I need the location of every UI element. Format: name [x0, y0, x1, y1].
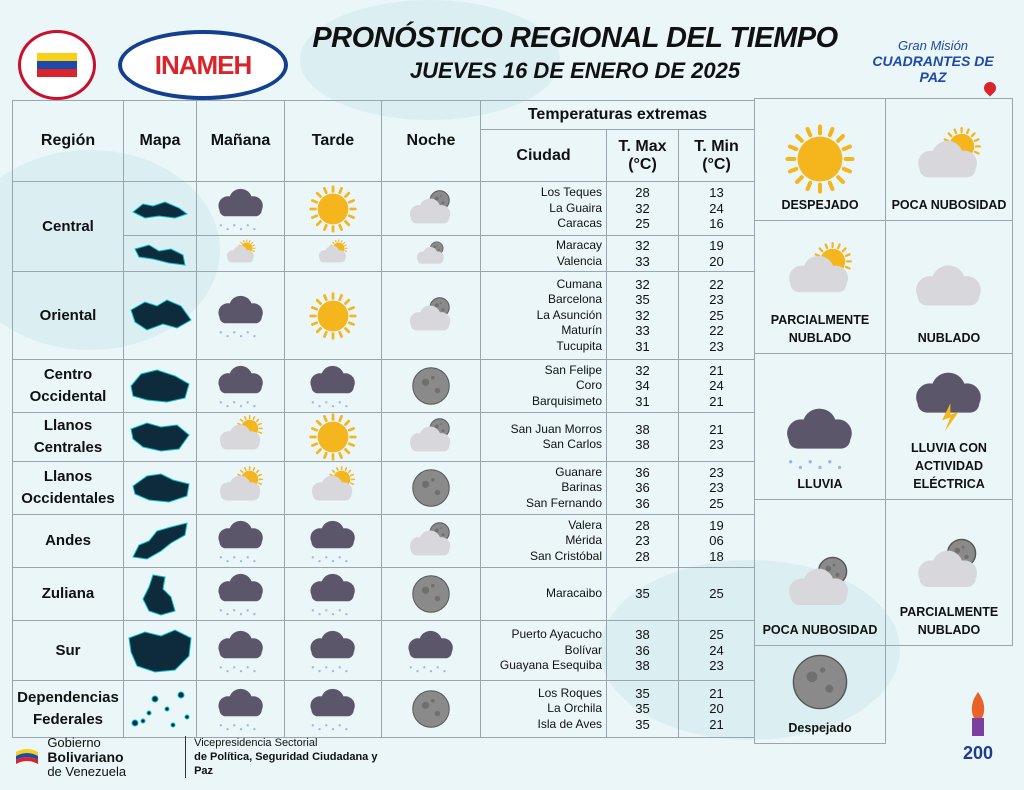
list-value: 19 [709, 238, 724, 253]
sun-cloud-icon [899, 124, 999, 194]
table-row [13, 360, 755, 413]
table-row [13, 236, 755, 272]
weather-icon-cell [382, 413, 481, 462]
list-value: 33 [635, 253, 650, 269]
legend-icon [756, 647, 884, 717]
legend-item [886, 354, 1013, 500]
region-map-icon [127, 419, 193, 455]
sun-icon [770, 124, 870, 194]
weather-icon-cell [382, 681, 481, 738]
weather-icon-cell [285, 515, 382, 568]
legend-icon [756, 403, 884, 473]
weather-icon-cell [197, 568, 285, 621]
region-map-icon [125, 626, 195, 676]
legend-item [755, 500, 886, 646]
legend-icon [887, 531, 1011, 601]
header-extremes: Temperaturas extremas [481, 101, 755, 130]
list-value: Guanare [555, 464, 602, 479]
map-zuliana [124, 568, 197, 621]
map-sur [124, 621, 197, 681]
rain-cloud-icon [770, 403, 870, 473]
region-map-icon [135, 571, 185, 617]
header-city: Ciudad [481, 130, 607, 182]
region-map-icon [127, 470, 193, 506]
gobierno-line1a: Gobierno [47, 734, 101, 750]
list-value: 35 [635, 685, 650, 701]
header-tmin-unit: (°C) [702, 155, 731, 173]
list-value: La Guaira [549, 200, 602, 215]
list-value: 25 [709, 307, 724, 323]
table-row [13, 413, 755, 462]
list-value: 06 [709, 533, 724, 549]
forecast-table [12, 100, 755, 738]
cloudy-icon [206, 685, 276, 733]
legend-icon [887, 367, 1011, 437]
legend-item [755, 221, 886, 354]
sun-cloud-icon [298, 464, 368, 512]
tmax-list [607, 681, 679, 738]
list-value: 25 [709, 627, 724, 643]
gobierno-line2: de Venezuela [47, 763, 127, 779]
cloudy-icon [396, 627, 466, 675]
city-list [481, 272, 607, 360]
weather-icon-cell [382, 568, 481, 621]
list-value: San Carlos [542, 437, 602, 451]
city-list [481, 568, 607, 621]
weather-icon-cell [382, 272, 481, 360]
list-value: 36 [635, 464, 650, 480]
cloudy-icon [206, 570, 276, 618]
list-value: Barquisimeto [531, 393, 602, 408]
list-value: 36 [635, 642, 650, 658]
list-value: Los Roques [537, 685, 602, 700]
weather-icon-cell [382, 462, 481, 515]
map-central-a [124, 182, 197, 236]
tmin-list [679, 568, 755, 621]
weather-icon-cell [285, 272, 382, 360]
list-value: 25 [709, 586, 724, 602]
city-list [481, 621, 607, 681]
map-central-b [124, 236, 197, 272]
list-value: 38 [635, 421, 650, 437]
list-value: 21 [709, 421, 724, 437]
list-value: Maracaibo [545, 586, 602, 601]
weather-icon-cell [285, 236, 382, 272]
list-value: Los Teques [540, 185, 602, 200]
sun-icon [298, 185, 368, 233]
legend-label: LLUVIA [797, 477, 843, 491]
table-row [13, 568, 755, 621]
list-value: 21 [709, 716, 724, 732]
list-value: 21 [709, 685, 724, 701]
cloud-icon [899, 257, 999, 327]
weather-icon-cell [285, 681, 382, 738]
tmax-list [607, 568, 679, 621]
list-value: Bolívar [564, 642, 602, 657]
list-value: 32 [635, 200, 650, 216]
map-llanos-centrales [124, 413, 197, 462]
gobierno-line1b: Bolivariano [47, 748, 124, 765]
sun-icon [298, 292, 368, 340]
weather-icon-cell [197, 413, 285, 462]
header-morning: Mañana [197, 101, 285, 182]
list-value: 35 [635, 292, 650, 308]
map-dependencias [124, 681, 197, 738]
city-list [481, 360, 607, 413]
list-value: 22 [709, 323, 724, 339]
list-value: 32 [635, 362, 650, 378]
city-list [481, 515, 607, 568]
inameh-logo-text: INAMEH [154, 49, 252, 80]
cloudy-icon [206, 627, 276, 675]
legend-icon [887, 257, 1011, 327]
city-list [481, 182, 607, 236]
list-value: 24 [709, 642, 724, 658]
list-value: Valera [568, 517, 602, 532]
gran-mision-line1: Gran Misión [897, 38, 969, 53]
sun-cloud-icon [770, 239, 870, 309]
bicentenario-logo [950, 688, 1006, 776]
list-value: 36 [635, 480, 650, 496]
legend-label: POCA NUBOSIDAD [891, 198, 1007, 212]
legend-item [886, 500, 1013, 646]
list-value: Coro [575, 378, 602, 393]
tmin-list [679, 360, 755, 413]
tmax-list [607, 515, 679, 568]
cloudy-icon [206, 362, 276, 410]
page-title: PRONÓSTICO REGIONAL DEL TIEMPO [312, 22, 838, 54]
vp-line1: Vicepresidencia Sectorial [194, 737, 318, 749]
header-tmax-unit: (°C) [628, 155, 657, 173]
cloudy-icon [298, 362, 368, 410]
moon-icon [396, 464, 466, 512]
legend-icon [887, 124, 1011, 194]
map-centro-occidental [124, 360, 197, 413]
cloudy-icon [206, 185, 276, 233]
gran-mision-line2: CUADRANTES DE PAZ [872, 53, 994, 85]
legend-label: PARCIALMENTE NUBLADO [770, 313, 870, 345]
header-afternoon: Tarde [285, 101, 382, 182]
header-region: Región [13, 101, 124, 182]
weather-icon-cell [285, 568, 382, 621]
list-value: 23 [709, 437, 724, 452]
tmin-list [679, 182, 755, 236]
moon-cloud-icon [403, 238, 459, 270]
tmax-list [607, 182, 679, 236]
list-value: Barinas [561, 480, 602, 495]
torch-icon [958, 688, 998, 738]
list-value: 32 [635, 238, 650, 253]
list-value: Cumana [556, 276, 602, 291]
region-centro-occidental: Centro Occidental [13, 360, 124, 413]
header-tmin-label: T. Min [694, 137, 739, 155]
tmax-list [607, 413, 679, 462]
legend-label: Despejado [788, 721, 852, 735]
moon-cloud-icon [899, 531, 999, 601]
list-value: San Juan Morros [510, 421, 602, 436]
list-value: 23 [635, 533, 650, 549]
list-value: 23 [709, 338, 724, 354]
tmax-list [607, 272, 679, 360]
list-value: 35 [635, 716, 650, 732]
legend-label: PARCIALMENTE NUBLADO [899, 605, 999, 637]
list-value: 25 [709, 495, 724, 511]
list-value: Tucupita [556, 338, 602, 353]
table-row [13, 182, 755, 236]
list-value: 31 [635, 338, 650, 354]
region-oriental: Oriental [13, 272, 124, 360]
cloudy-icon [298, 517, 368, 565]
venezuela-flag-icon [37, 53, 77, 77]
weather-icon-cell [197, 681, 285, 738]
list-value: San Felipe [544, 362, 602, 377]
list-value: San Cristóbal [529, 548, 602, 563]
legend-icon [756, 549, 884, 619]
weather-icon-cell [197, 182, 285, 236]
tmin-list [679, 413, 755, 462]
moon-cloud-icon [396, 292, 466, 340]
table-row [13, 272, 755, 360]
sun-cloud-icon [206, 464, 276, 512]
tmin-list [679, 681, 755, 738]
region-map-icon [129, 239, 191, 269]
weather-icon-cell [382, 360, 481, 413]
list-value: Valencia [556, 253, 602, 268]
weather-legend [754, 98, 1013, 744]
list-value: 32 [635, 307, 650, 323]
list-value: 22 [709, 276, 724, 292]
moon-icon [396, 362, 466, 410]
city-list [481, 681, 607, 738]
legend-icon [756, 124, 884, 194]
header-tmax [607, 130, 679, 182]
list-value: 35 [635, 701, 650, 717]
list-value: La Orchila [547, 701, 602, 716]
list-value: 20 [709, 253, 724, 269]
legend-label: POCA NUBOSIDAD [762, 623, 878, 637]
tmin-list [679, 236, 755, 272]
list-value: San Fernando [525, 495, 602, 510]
header-night: Noche [382, 101, 481, 182]
header-map: Mapa [124, 101, 197, 182]
moon-cloud-icon [396, 413, 466, 461]
list-value: 38 [635, 437, 650, 452]
list-value: Guayana Esequiba [499, 658, 602, 673]
list-value: 28 [635, 548, 650, 564]
table-row [13, 515, 755, 568]
weather-icon-cell [197, 272, 285, 360]
weather-icon-cell [285, 462, 382, 515]
sun-cloud-icon [305, 238, 361, 270]
list-value: 24 [709, 378, 724, 394]
weather-icon-cell [285, 621, 382, 681]
list-value: 21 [709, 362, 724, 378]
gran-mision-logo [858, 38, 1008, 94]
list-value: Isla de Aves [537, 716, 602, 731]
weather-icon-cell [285, 182, 382, 236]
list-value: 33 [635, 323, 650, 339]
legend-item [886, 221, 1013, 354]
tmax-list [607, 462, 679, 515]
list-value: 21 [709, 393, 724, 409]
list-value: 32 [635, 276, 650, 292]
inameh-logo [118, 30, 288, 100]
region-map-icon [125, 687, 195, 731]
list-value: 38 [635, 658, 650, 674]
weather-icon-cell [197, 515, 285, 568]
list-value: La Asunción [536, 307, 602, 322]
list-value: Puerto Ayacucho [511, 627, 602, 642]
table-row [13, 621, 755, 681]
region-map-icon [127, 296, 193, 336]
bicentenario-text: 200 [962, 743, 994, 763]
region-central: Central [13, 182, 124, 272]
legend-label: DESPEJADO [781, 198, 859, 212]
legend-item [755, 646, 886, 744]
storm-icon [899, 367, 999, 437]
list-value: 31 [635, 393, 650, 409]
region-andes: Andes [13, 515, 124, 568]
legend-item [755, 99, 886, 221]
cloudy-icon [298, 627, 368, 675]
list-value: 20 [709, 701, 724, 717]
table-row [13, 681, 755, 738]
list-value: 34 [635, 378, 650, 394]
weather-icon-cell [197, 360, 285, 413]
list-value: 24 [709, 200, 724, 216]
cloudy-icon [298, 570, 368, 618]
legend-label: LLUVIA CON ACTIVIDAD ELÉCTRICA [911, 441, 987, 491]
map-llanos-occidentales [124, 462, 197, 515]
vp-line2: de Política, Seguridad Ciudadana y Paz [194, 751, 378, 777]
list-value: Mérida [565, 533, 602, 548]
gobierno-seal-logo [18, 30, 96, 100]
list-value: 23 [709, 292, 724, 308]
legend-icon [756, 239, 884, 309]
region-map-icon [129, 194, 191, 224]
moon-cloud-icon [396, 185, 466, 233]
legend-item [755, 354, 886, 500]
region-dependencias-federales: Dependencias Federales [13, 681, 124, 738]
sun-cloud-icon [213, 238, 269, 270]
weather-icon-cell [197, 462, 285, 515]
list-value: 36 [635, 495, 650, 511]
region-map-icon [127, 366, 193, 406]
cloudy-icon [206, 517, 276, 565]
sun-icon [298, 413, 368, 461]
city-list [481, 413, 607, 462]
tmax-list [607, 621, 679, 681]
weather-icon-cell [382, 182, 481, 236]
list-value: Maracay [555, 238, 602, 252]
list-value: 23 [709, 464, 724, 480]
moon-icon [396, 570, 466, 618]
region-zuliana: Zuliana [13, 568, 124, 621]
moon-icon [396, 685, 466, 733]
header-tmin [679, 130, 755, 182]
list-value: 28 [635, 185, 650, 201]
weather-icon-cell [197, 236, 285, 272]
list-value: 28 [635, 517, 650, 533]
weather-icon-cell [285, 413, 382, 462]
vicepresidencia-text [185, 736, 394, 778]
region-map-icon [127, 519, 193, 563]
sun-cloud-icon [206, 413, 276, 461]
moon-cloud-icon [396, 517, 466, 565]
map-andes [124, 515, 197, 568]
legend-label: NUBLADO [917, 331, 981, 345]
weather-icon-cell [382, 515, 481, 568]
weather-icon-cell [382, 236, 481, 272]
tmax-list [607, 236, 679, 272]
tmax-list [607, 360, 679, 413]
tmin-list [679, 515, 755, 568]
moon-cloud-icon [770, 549, 870, 619]
tmin-list [679, 462, 755, 515]
moon-icon [770, 647, 870, 717]
weather-icon-cell [197, 621, 285, 681]
list-value: 35 [635, 586, 650, 602]
list-value: Maturín [561, 323, 602, 338]
cloudy-icon [206, 292, 276, 340]
venezuela-flag-icon [14, 746, 39, 768]
map-oriental [124, 272, 197, 360]
region-llanos-occidentales: Llanos Occidentales [13, 462, 124, 515]
list-value: 16 [709, 216, 724, 232]
list-value: 18 [709, 548, 724, 564]
list-value: Barcelona [547, 292, 602, 307]
weather-icon-cell [382, 621, 481, 681]
list-value: 19 [709, 517, 724, 533]
list-value: 25 [635, 216, 650, 232]
table-row [13, 462, 755, 515]
city-list [481, 462, 607, 515]
tmin-list [679, 621, 755, 681]
footer-gobierno [14, 734, 394, 779]
cloudy-icon [298, 685, 368, 733]
list-value: 38 [635, 627, 650, 643]
list-value: 23 [709, 480, 724, 496]
region-llanos-centrales: Llanos Centrales [13, 413, 124, 462]
gobierno-text [47, 736, 177, 779]
weather-icon-cell [285, 360, 382, 413]
header-tmax-label: T. Max [618, 137, 667, 155]
list-value: Caracas [557, 216, 602, 231]
list-value: 23 [709, 658, 724, 674]
page-date: JUEVES 16 DE ENERO DE 2025 [409, 58, 741, 83]
legend-item [886, 99, 1013, 221]
list-value: 13 [709, 185, 724, 201]
tmin-list [679, 272, 755, 360]
city-list [481, 236, 607, 272]
region-sur: Sur [13, 621, 124, 681]
